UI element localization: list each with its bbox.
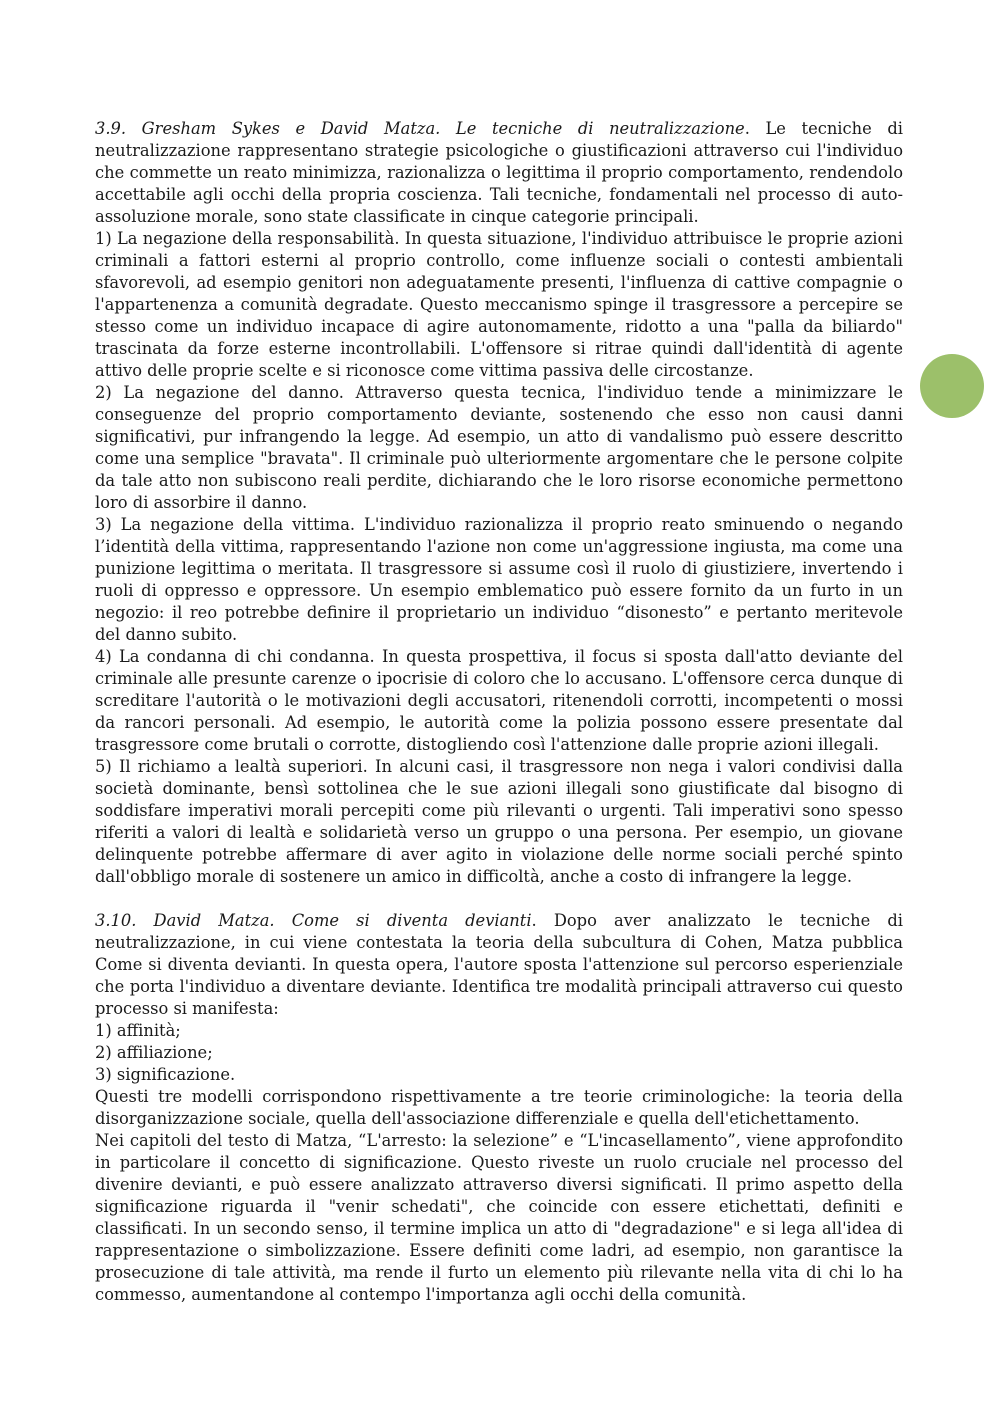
- section-3-9-intro-text: . Le tecniche di neutralizzazione rappresentano strategie psicologiche o giustificazioni attraverso cui l'individuo che commette un reato minimizza, razionalizza o legittima il proprio comportamento, rendendolo accettabile agli occhi della propria coscienza. Tali tecniche, fondamentali nel processo di auto-assoluzione morale, sono state classificate in cinque categorie principali.: [95, 119, 903, 226]
- technique-item: 5) Il richiamo a lealtà superiori. In alcuni casi, il trasgressore non nega i valori condivisi dalla società dominante, bensì sottolinea che le sue azioni illegali sono giustificate dal bisogno di soddisfare imperativi morali percepiti come più rilevanti o urgenti. Tali imperativi sono spesso riferiti a valori di lealtà e solidarietà verso un gruppo o una persona. Per esempio, un giovane delinquente potrebbe affermare di aver agito in violazione delle norme sociali perché spinto dall'obbligo morale di sostenere un amico in difficoltà, anche a costo di infrangere la legge.: [95, 757, 903, 886]
- section-3-9-title: 3.9. Gresham Sykes e David Matza. Le tecniche di neutralizzazione: [95, 119, 745, 138]
- list-item: 1) affinità;: [95, 1021, 181, 1040]
- chapters-paragraph: Nei capitoli del testo di Matza, “L'arresto: la selezione” e “L'incasellamento”, viene approfondito in particolare il concetto di significazione. Questo riveste un ruolo cruciale nel processo del divenire devianti, e può essere analizzato attraverso diversi significati. Il primo aspetto della significazione riguarda il "venir schedati", che coincide con essere etichettati, definiti e classificati. In un secondo senso, il termine implica un atto di "degradazione" e si lega all'idea di rappresentazione o simbolizzazione. Essere definiti come ladri, ad esempio, non garantisce la prosecuzione di tale attività, ma rende il furto un elemento più rilevante nella vita di chi lo ha commesso, aumentandone al contempo l'importanza agli occhi della comunità.: [95, 1131, 903, 1304]
- technique-item: 1) La negazione della responsabilità. In questa situazione, l'individuo attribuisce le proprie azioni criminali a fattori esterni al proprio controllo, come influenze sociali o contesti ambientali sfavorevoli, ad esempio genitori non adeguatamente presenti, l'influenza di cattive compagnie o l'appartenenza a comunità degradate. Questo meccanismo spinge il trasgressore a percepire se stesso come un individuo incapace di agire autonomamente, ridotto a una "palla da biliardo" trascinata da forze esterne incontrollabili. L'offensore si ritrae quindi dall'identità di agente attivo delle proprie scelte e si riconosce come vittima passiva delle circostanze.: [95, 229, 903, 380]
- models-paragraph: Questi tre modelli corrispondono rispettivamente a tre teorie criminologiche: la teoria della disorganizzazione sociale, quella dell'associazione differenziale e quella dell'etichettamento.: [95, 1087, 903, 1128]
- green-circle-marker: [920, 354, 984, 418]
- section-3-10-intro: [95, 910, 903, 1020]
- section-3-9-intro: [95, 118, 903, 228]
- list-item: 2) affiliazione;: [95, 1043, 213, 1062]
- section-3-10-intro-text: . Dopo aver analizzato le tecniche di neutralizzazione, in cui viene contestata la teoria della subcultura di Cohen, Matza pubblica Come si diventa devianti. In questa opera, l'autore sposta l'attenzione sul percorso esperienziale che porta l'individuo a diventare deviante. Identifica tre modalità principali attraverso cui questo processo si manifesta:: [95, 911, 903, 1018]
- technique-item: 3) La negazione della vittima. L'individuo razionalizza il proprio reato sminuendo o negando l’identità della vittima, rappresentando l'azione non come un'aggressione ingiusta, ma come una punizione legittima o meritata. Il trasgressore si assume così il ruolo di giustiziere, invertendo i ruoli di oppresso e oppressore. Un esempio emblematico può essere fornito da un furto in un negozio: il reo potrebbe definire il proprietario un individuo “disonesto” e pertanto meritevole del danno subito.: [95, 515, 903, 644]
- section-3-10-title: 3.10. David Matza. Come si diventa devianti: [95, 911, 532, 930]
- list-item: 3) significazione.: [95, 1065, 236, 1084]
- technique-item: 4) La condanna di chi condanna. In questa prospettiva, il focus si sposta dall'atto deviante del criminale alle presunte carenze o ipocrisie di coloro che lo accusano. L'offensore cerca dunque di screditare l'autorità o le motivazioni degli accusatori, ritenendoli corrotti, incompetenti o mossi da rancori personali. Ad esempio, le autorità come la polizia possono essere presentate dal trasgressore come brutali o corrotte, distogliendo così l'attenzione dalle proprie azioni illegali.: [95, 647, 903, 754]
- technique-item: 2) La negazione del danno. Attraverso questa tecnica, l'individuo tende a minimizzare le conseguenze del proprio comportamento deviante, sostenendo che esso non causi danni significativi, pur infrangendo la legge. Ad esempio, un atto di vandalismo può essere descritto come una semplice "bravata". Il criminale può ulteriormente argomentare che le persone colpite da tale atto non subiscono reali perdite, dichiarando che le loro risorse economiche permettono loro di assorbire il danno.: [95, 383, 903, 512]
- document-body: [95, 118, 903, 1306]
